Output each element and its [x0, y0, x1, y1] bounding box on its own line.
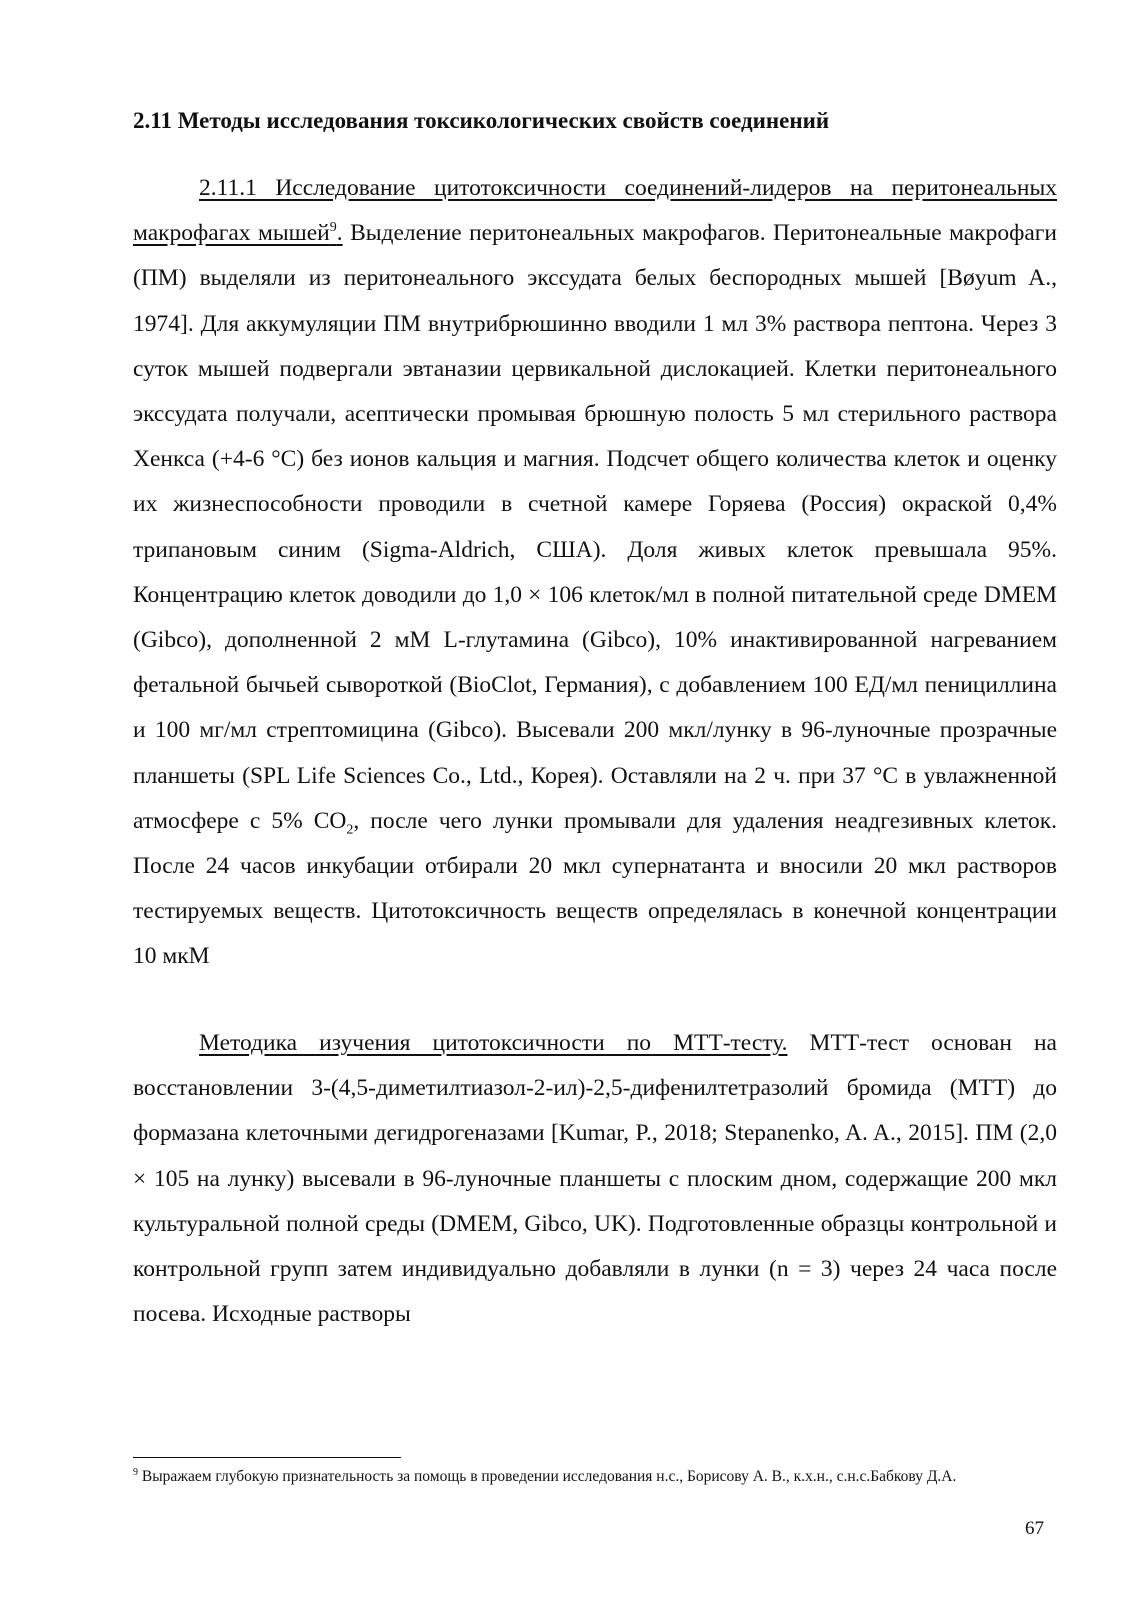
paragraph-cytotoxicity — [133, 166, 1057, 980]
page-number: 67 — [1025, 1518, 1044, 1539]
footnote-separator — [133, 1457, 401, 1458]
mtt-method-title: Методика изучения цитотоксичности по МТТ-тесту. — [199, 1030, 788, 1056]
section-heading: 2.11 Методы исследования токсикологических свойств соединений — [133, 108, 830, 133]
paragraph-body-part-1: Выделение перитонеальных макрофагов. Перитонеальные макрофаги (ПМ) выделяли из перитонеального экссудата белых беспородных мышей [Bøyum A., 1974]. Для аккумуляции ПМ внутрибрюшинно вводили 1 мл 3% раствора пептона. Через 3 суток мышей подвергали эвтаназии цервикальной дислокацией. Клетки перитонеального экссудата получали, асептически промывая брюшную полость 5 мл стерильного раствора Хенкса (+4-6 °С) без ионов кальция и магния. Подсчет общего количества клеток и оценку их жизнеспособности проводили в счетной камере Горяева (Россия) окраской 0,4% трипановым синим (Sigma-Aldrich, США). Доля живых клеток превышала 95%. Концентрацию клеток доводили до 1,0 × 106 клеток/мл в полной питательной среде DMEM (Gibco), дополненной 2 мМ L-глутамина (Gibco), 10% инактивированной нагреванием фетальной бычьей сывороткой (BioClot, Германия), с добавлением 100 ЕД/мл пенициллина и 100 мг/мл стрептомицина (Gibco). Высевали 200 мкл/лунку в 96-луночные прозрачные планшеты (SPL Life Sciences Co., Ltd., Корея). Оставляли на 2 ч. при 37 °С в увлажненной атмосфере с 5% CO — [133, 220, 1058, 834]
subsection-title-end: . — [336, 220, 343, 247]
mtt-method-body: МТТ-тест основан на восстановлении 3-(4,5-диметилтиазол-2-ил)-2,5-дифенилтетразолий бромида (МТТ) до формазана клеточными дегидрогеназами [Kumar, P., 2018; Stepanenko, A. A., 2015]. ПМ (2,0 × 105 на лунку) высевали в 96-луночные планшеты с плоским дном, содержащие 200 мкл культуральной полной среды (DMEM, Gibco, UK). Подготовленные образцы контрольной и контрольной групп затем индивидуально добавляли в лунки (n = 3) через 24 часа после посева. Исходные растворы — [133, 1030, 1057, 1328]
footnote-text: Выражаем глубокую признательность за помощь в проведении исследования н.с., Борисову А. В., к.х.н., с.н.с.Бабкову Д.А. — [138, 1468, 957, 1485]
co2-subscript: 2 — [346, 822, 354, 838]
subsection-title-text: 2.11.1 Исследование цитотоксичности соединений-лидеров на перитонеальных макрофагах мышей — [133, 175, 1057, 247]
footnote-reference: 9 — [329, 220, 337, 236]
footnote — [133, 1465, 1013, 1488]
footnote-mark: 9 — [133, 1466, 138, 1478]
paragraph-mtt-method — [133, 1021, 1057, 1337]
paragraph-body-part-2: , после чего лунки промывали для удаления неадгезивных клеток. После 24 часов инкубации отбирали 20 мкл супернатанта и вносили 20 мкл растворов тестируемых веществ. Цитотоксичность веществ определялась в конечной концентрации 10 мкМ — [133, 807, 1057, 970]
